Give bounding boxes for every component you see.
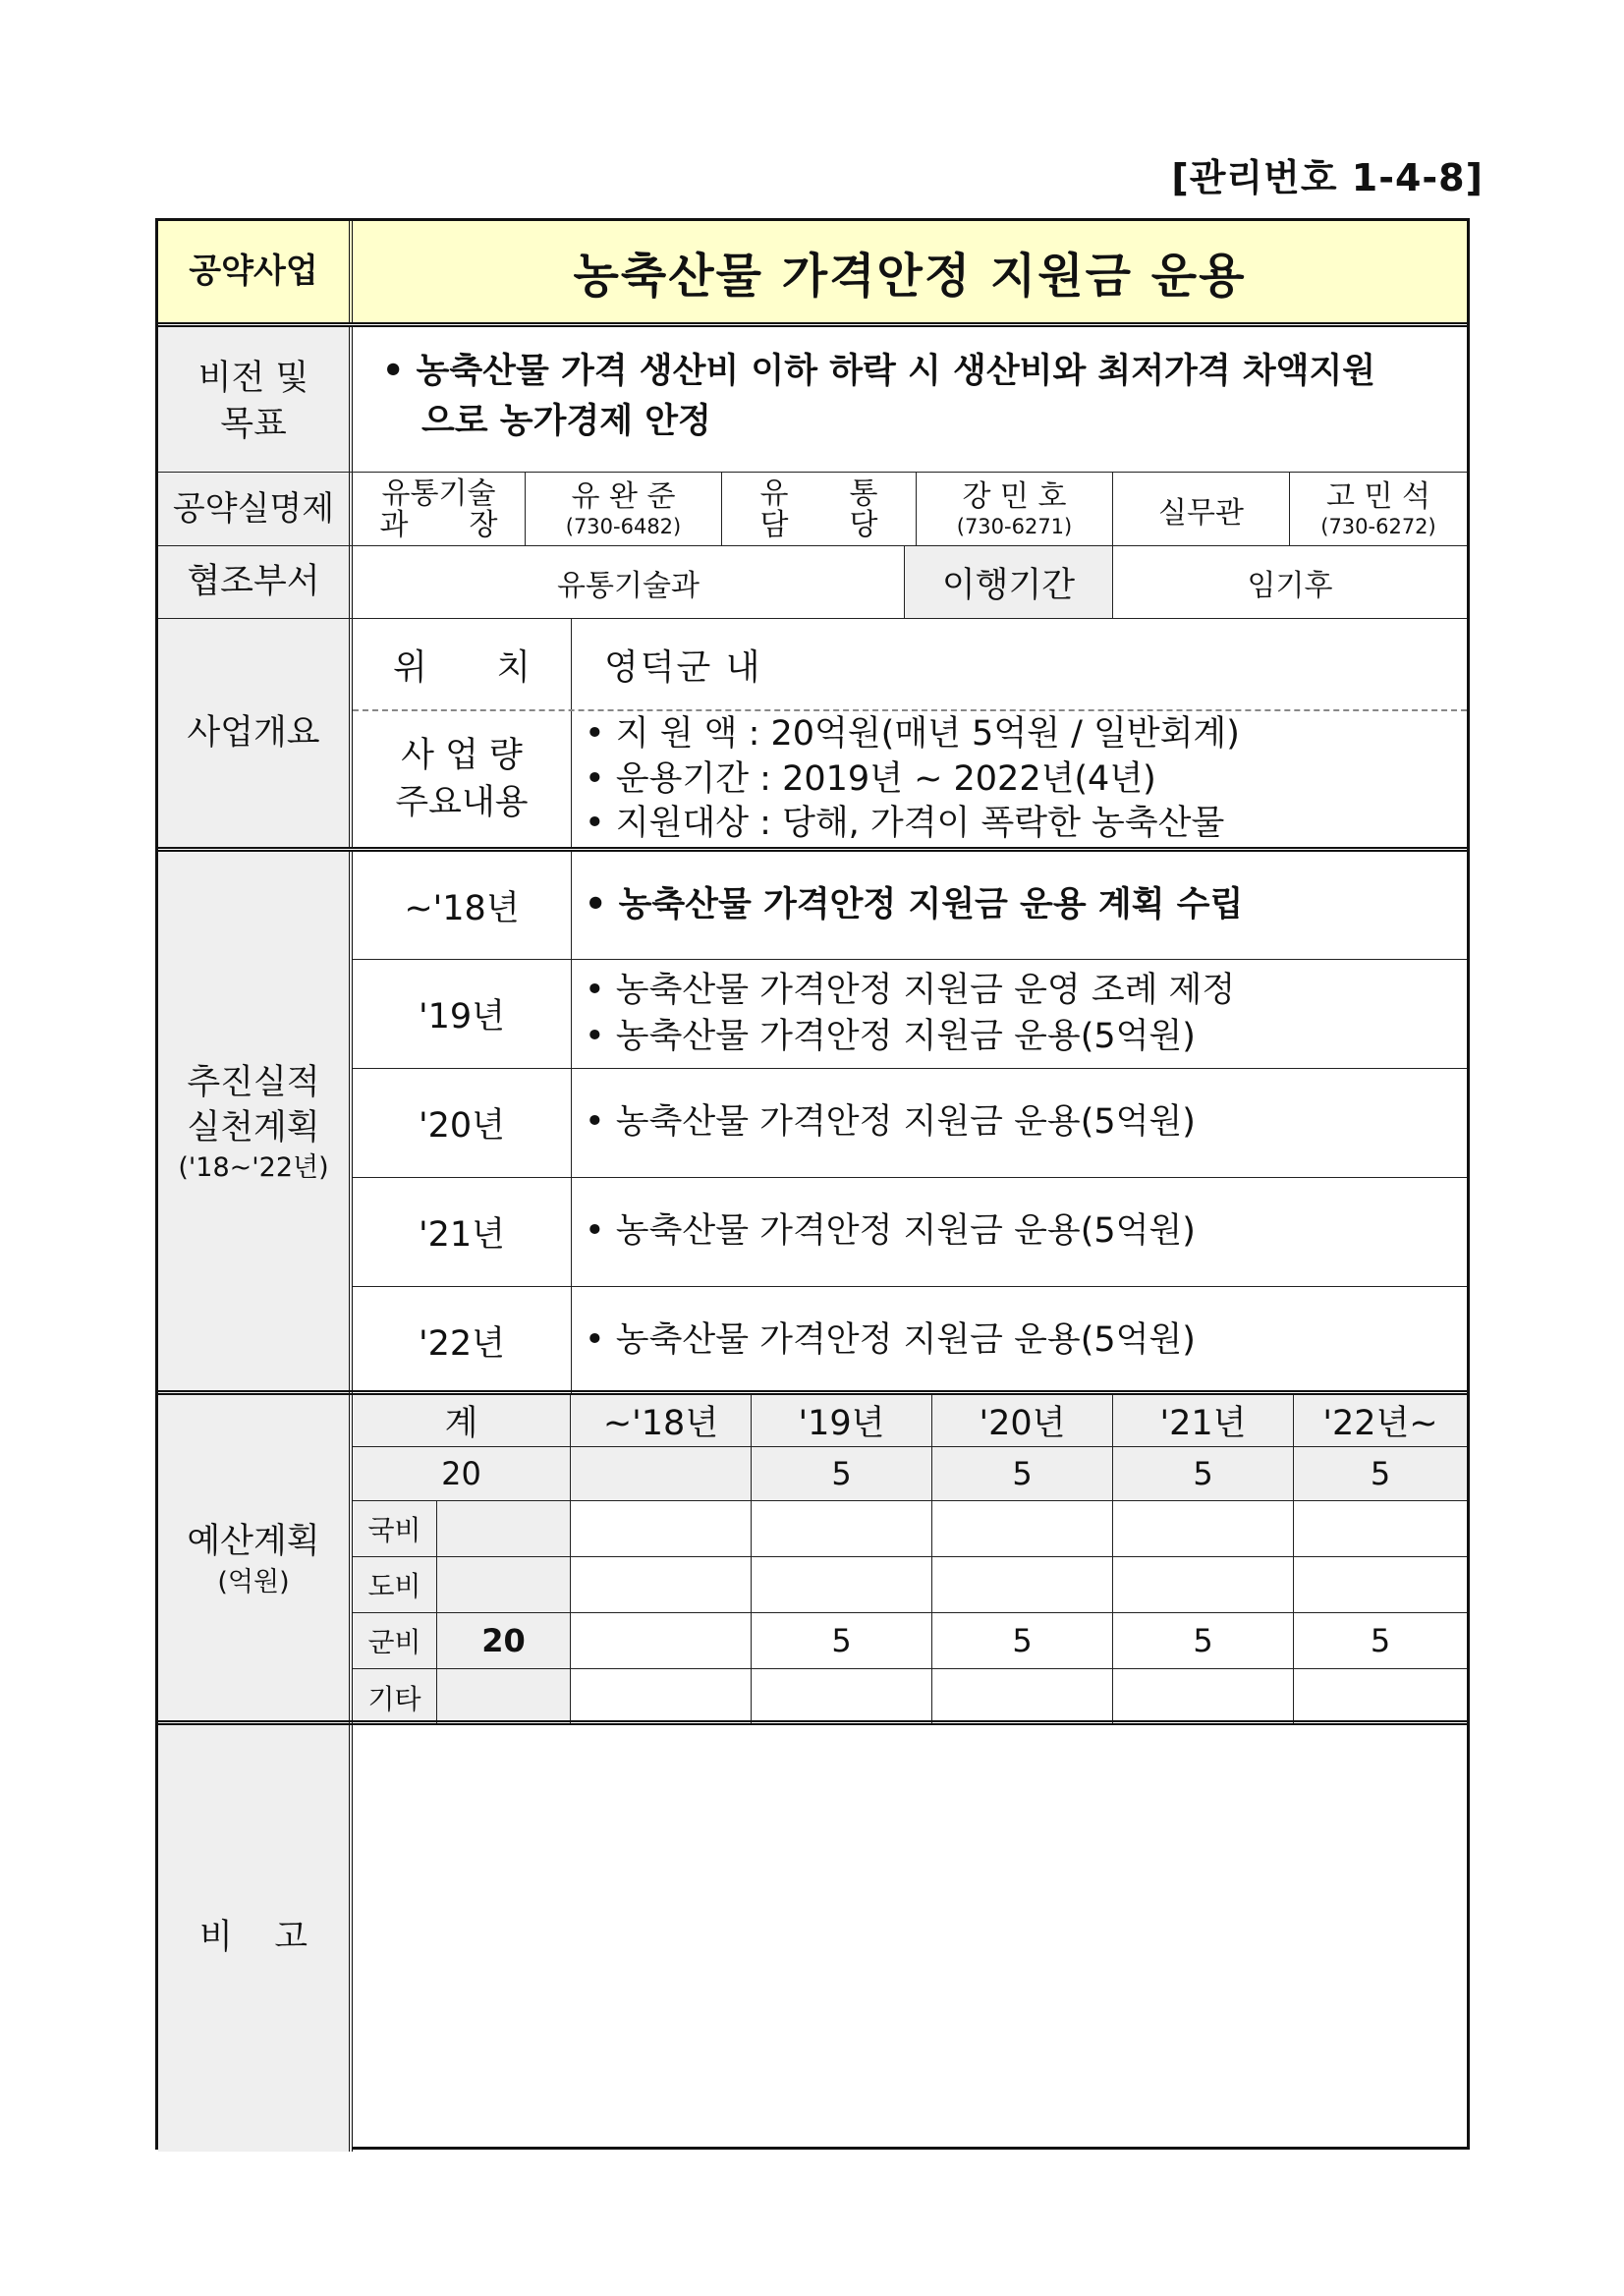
budget-source-name: 기타 [353, 1669, 437, 1725]
budget-source-cell [752, 1557, 932, 1612]
budget-source-cell: 5 [932, 1613, 1113, 1668]
role2-c: 담 [759, 507, 789, 542]
role2-a: 유 [759, 476, 789, 511]
person3-name: 고 민 석 [1325, 478, 1430, 514]
progress-year-row [353, 1178, 1467, 1286]
budget-source-name: 도비 [353, 1557, 437, 1612]
budget-header-cell: ~'18년 [571, 1395, 752, 1446]
progress-label-line2: 실천계획 [187, 1107, 320, 1148]
year-item: • 농축산물 가격안정 지원금 운영 조례 제정 [585, 968, 1467, 1014]
scope-label-line2: 주요내용 [395, 782, 529, 822]
person2-cell [917, 473, 1113, 546]
role3-cell: 실무관 [1113, 473, 1290, 546]
budget-source-cell [1294, 1501, 1467, 1556]
names-content [353, 473, 1467, 546]
progress-year-row [353, 852, 1467, 959]
budget-header-cell: 계 [353, 1395, 571, 1446]
location-label [353, 619, 571, 709]
year-label: '21년 [419, 1215, 505, 1255]
budget-table [353, 1395, 1467, 1725]
person2-name: 강 민 호 [962, 478, 1067, 514]
budget-label-line2: (억원) [217, 1567, 290, 1598]
budget-source-cell [571, 1669, 752, 1725]
year-items [571, 1287, 1467, 1395]
budget-source-total [437, 1669, 571, 1725]
scope-item: • 지원대상 : 당해, 가격이 폭락한 농축산물 [585, 802, 1467, 847]
year-items [571, 1069, 1467, 1177]
pledge-title: 농축산물 가격안정 지원금 운용 [573, 249, 1247, 304]
budget-total-cell: 5 [1113, 1447, 1294, 1500]
budget-source-cell [752, 1669, 932, 1725]
budget-total-cell: 5 [1294, 1447, 1467, 1500]
remarks-content [353, 1725, 1467, 2152]
overview-row [158, 618, 1467, 848]
overview-content [353, 619, 1467, 848]
year-item: • 농축산물 가격안정 지원금 운용(5억원) [585, 1099, 1467, 1146]
vision-label-line1: 비전 및 [197, 358, 309, 398]
progress-label-line3: ('18~'22년) [178, 1152, 329, 1184]
vision-line2: 으로 농가경제 안정 [421, 401, 711, 441]
scope-item: • 운용기간 : 2019년 ~ 2022년(4년) [585, 757, 1467, 803]
role2-b: 통 [849, 476, 878, 511]
budget-total-cell [571, 1447, 752, 1500]
coop-dept: 유통기술과 [353, 546, 905, 619]
progress-row [158, 847, 1467, 1395]
year-items [571, 1178, 1467, 1286]
budget-source-name: 군비 [353, 1613, 437, 1668]
scope-label [353, 711, 571, 848]
names-label: 공약실명제 [158, 473, 353, 546]
role2-line2 [759, 507, 878, 542]
budget-source-total [437, 1557, 571, 1612]
person1-phone: (730-6482) [565, 515, 682, 539]
budget-source-name: 국비 [353, 1501, 437, 1556]
period-label: 이행기간 [905, 546, 1113, 619]
remarks-label [158, 1725, 353, 2152]
pledge-row [158, 221, 1467, 322]
role2-line1 [760, 478, 878, 510]
dept-line2 [379, 507, 498, 542]
budget-header-cell: '21년 [1113, 1395, 1294, 1446]
names-row [158, 472, 1467, 546]
budget-source-cell: 5 [1113, 1613, 1294, 1668]
person3-cell [1290, 473, 1467, 546]
coop-content [353, 546, 1467, 619]
progress-year-row [353, 1287, 1467, 1395]
budget-source-row [353, 1501, 1467, 1556]
budget-header-cell: '20년 [932, 1395, 1113, 1446]
overview-label: 사업개요 [158, 619, 353, 848]
year-label: '19년 [419, 997, 505, 1036]
budget-source-cell [932, 1557, 1113, 1612]
budget-source-cell [1294, 1557, 1467, 1612]
year-items [571, 960, 1467, 1068]
remarks-label-b: 고 [274, 1918, 308, 1958]
vision-content [353, 327, 1467, 476]
progress-year-row [353, 960, 1467, 1068]
year-label: '20년 [419, 1106, 505, 1146]
scope-item: • 지 원 액 : 20억원(매년 5억원 / 일반회계) [585, 712, 1467, 757]
budget-source-cell: 5 [752, 1613, 932, 1668]
budget-source-cell [752, 1501, 932, 1556]
budget-source-row [353, 1669, 1467, 1725]
year-item: • 농축산물 가격안정 지원금 운용 계획 수립 [585, 882, 1467, 928]
progress-label [158, 852, 353, 1395]
management-number: [관리번호 1-4-8] [1171, 156, 1484, 199]
budget-label [158, 1395, 353, 1725]
vision-row [158, 322, 1467, 476]
year-item: • 농축산물 가격안정 지원금 운용(5억원) [585, 1317, 1467, 1364]
person1-cell [526, 473, 722, 546]
budget-header-cell: '19년 [752, 1395, 932, 1446]
role2-cell [722, 473, 917, 546]
budget-source-cell [571, 1613, 752, 1668]
person2-phone: (730-6271) [956, 515, 1073, 539]
budget-source-row [353, 1613, 1467, 1668]
role2-d: 당 [849, 507, 878, 542]
budget-row [158, 1390, 1467, 1725]
pledge-form [155, 218, 1470, 2150]
person3-phone: (730-6272) [1320, 515, 1436, 539]
vision-label-line2: 목표 [220, 405, 287, 444]
budget-source-cell: 5 [1370, 1622, 1391, 1659]
budget-source-total: 20 [437, 1613, 571, 1668]
budget-total-cell: 5 [752, 1447, 932, 1500]
budget-source-cell [571, 1501, 752, 1556]
period-value: 임기후 [1247, 569, 1333, 603]
year-label: ~'18년 [404, 888, 520, 928]
budget-source-cell [571, 1557, 752, 1612]
person1-name: 유 완 준 [571, 478, 676, 514]
vision-label [158, 327, 353, 476]
location-label-b: 치 [496, 646, 531, 688]
dept-line1: 유통기술 [381, 476, 496, 511]
progress-label-line1: 추진실적 [187, 1063, 320, 1103]
progress-content [353, 852, 1467, 1395]
budget-source-cell [1294, 1669, 1467, 1725]
budget-source-cell [1113, 1557, 1294, 1612]
year-label: '22년 [419, 1324, 505, 1364]
dept-line2-a: 과 [379, 507, 409, 542]
pledge-label: 공약사업 [158, 221, 353, 322]
scope-label-line1: 사 업 량 [401, 736, 523, 776]
budget-header-row [353, 1395, 1467, 1446]
budget-total-cell: 20 [353, 1447, 571, 1500]
dept-line2-b: 장 [469, 507, 498, 542]
budget-source-cell [932, 1669, 1113, 1725]
budget-total-row [353, 1447, 1467, 1500]
location-label-a: 위 [393, 646, 427, 688]
budget-label-line1: 예산계획 [187, 1522, 320, 1562]
budget-source-cell [1113, 1501, 1294, 1556]
budget-header-cell: '22년~ [1294, 1395, 1467, 1446]
budget-total-cell: 5 [932, 1447, 1113, 1500]
scope-items [571, 711, 1467, 848]
location-value: 영덕군 내 [604, 646, 762, 688]
remarks-row [158, 1720, 1467, 2152]
budget-source-total [437, 1501, 571, 1556]
budget-source-cell [932, 1501, 1113, 1556]
coop-label: 협조부서 [158, 546, 353, 619]
scope-row [353, 711, 1467, 848]
coop-row [158, 545, 1467, 619]
dept-title-cell [353, 473, 526, 546]
remarks-label-a: 비 [199, 1918, 233, 1958]
budget-source-cell [1113, 1669, 1294, 1725]
location-row [353, 619, 1467, 709]
pledge-title-cell [353, 221, 1467, 322]
year-item: • 농축산물 가격안정 지원금 운용(5억원) [585, 1208, 1467, 1255]
year-item: • 농축산물 가격안정 지원금 운용(5억원) [585, 1014, 1467, 1060]
budget-source-row [353, 1557, 1467, 1612]
vision-line1: • 농축산물 가격 생산비 이하 하락 시 생산비와 최저가격 차액지원 [382, 352, 1376, 391]
progress-year-row [353, 1069, 1467, 1177]
year-items [571, 852, 1467, 959]
